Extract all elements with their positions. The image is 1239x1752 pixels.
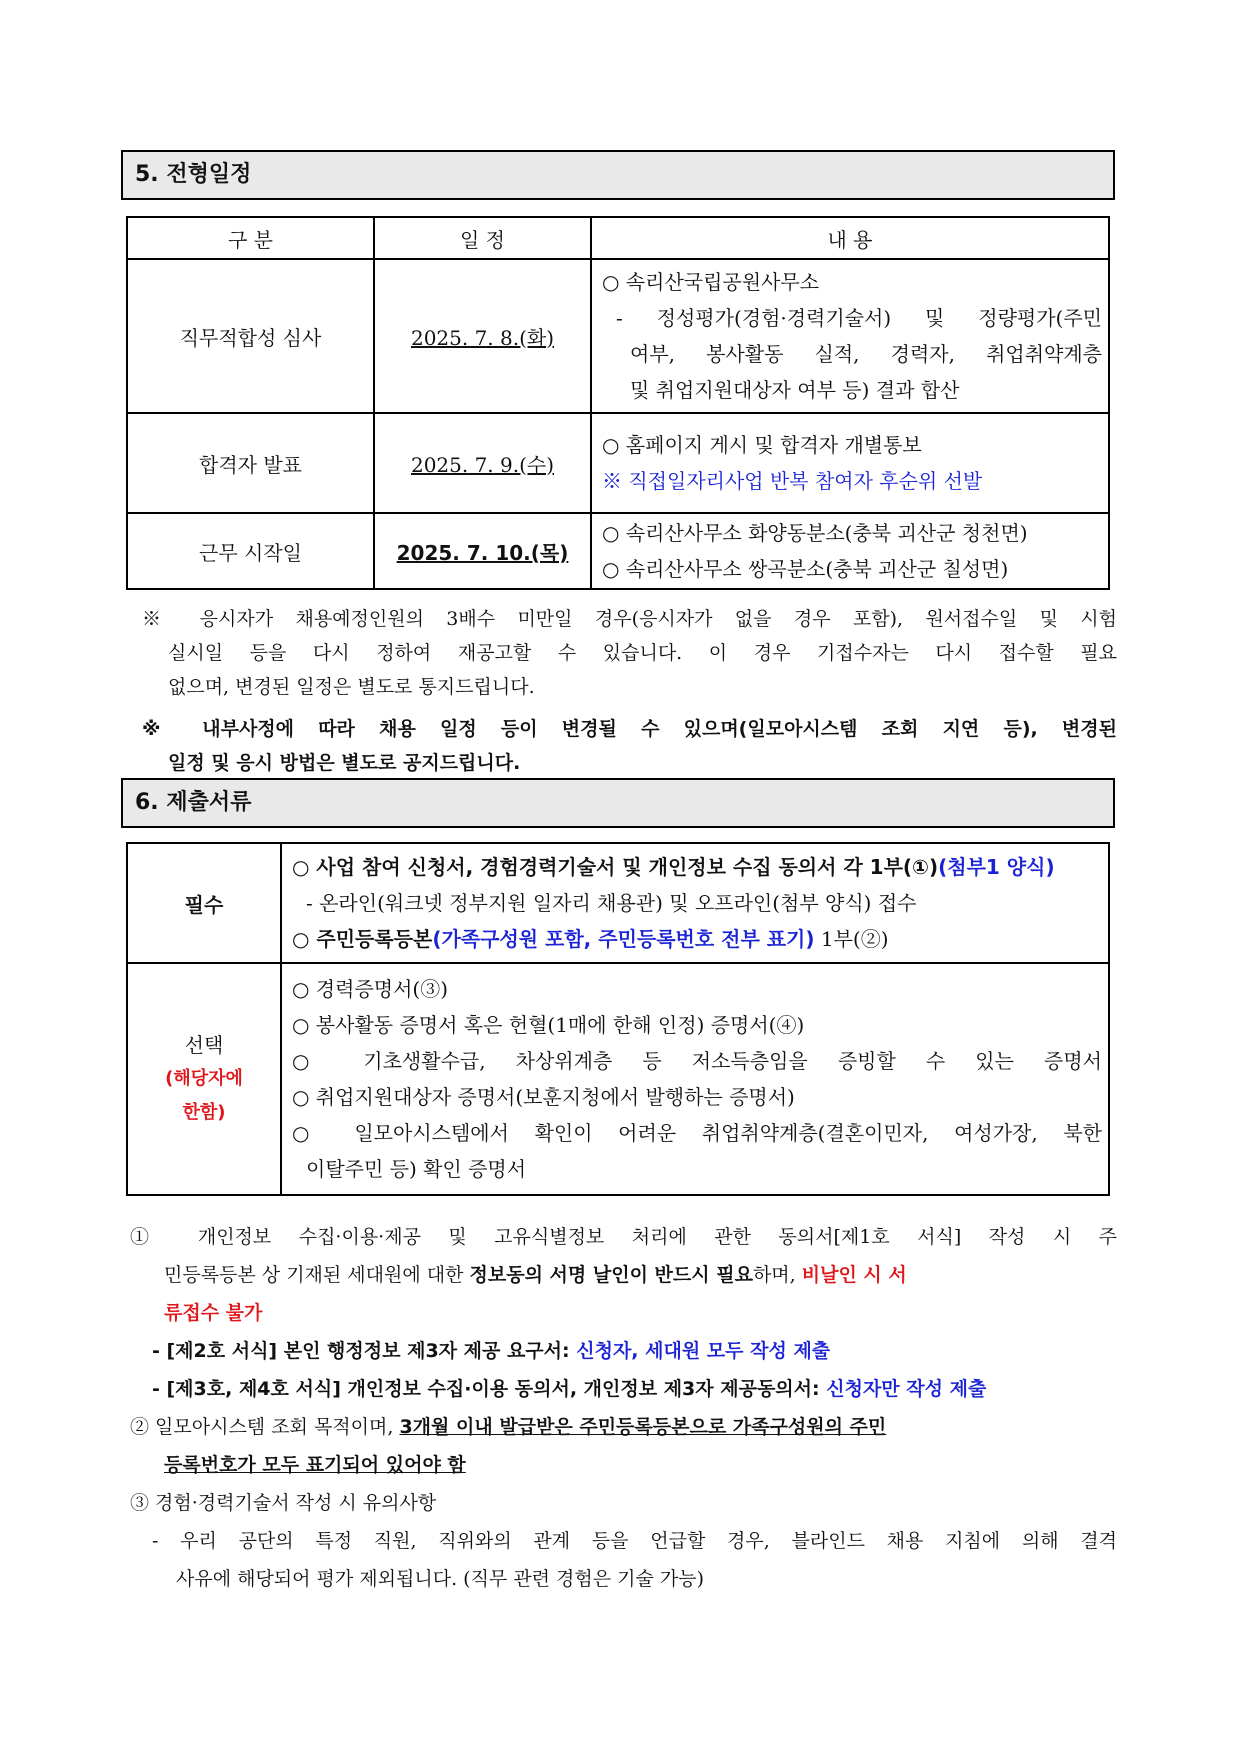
optional-row bbox=[127, 963, 1109, 1195]
content-line: 및 취업지원대상자 여부 등) 결과 합산 bbox=[630, 378, 960, 402]
resident-register-label: ○ 주민등록등본 bbox=[292, 927, 433, 951]
footnote-emphasis: 정보동의 서명 날인이 반드시 필요 bbox=[469, 1264, 753, 1286]
schedule-header-row bbox=[127, 217, 1109, 259]
footnote-2-line bbox=[130, 1408, 1117, 1446]
content-line: ○ 홈페이지 게시 및 합격자 개별통보 bbox=[602, 433, 922, 457]
content-line: ○ 속리산사무소 쌍곡분소(충북 괴산군 칠성면) bbox=[602, 557, 1009, 581]
section-6-title: 6. 제출서류 bbox=[121, 778, 1115, 828]
documents-table bbox=[126, 842, 1110, 1196]
required-label: 필수 bbox=[127, 843, 281, 963]
optional-line: ○ 봉사활동 증명서 혹은 헌혈(1매에 한해 인정) 증명서(④) bbox=[292, 1013, 805, 1037]
row-category: 합격자 발표 bbox=[127, 413, 374, 513]
required-content bbox=[281, 843, 1109, 963]
footnote-blue: 신청자만 작성 제출 bbox=[826, 1378, 987, 1400]
row-date: 2025. 7. 8.(화) bbox=[374, 259, 591, 413]
schedule-table bbox=[126, 216, 1110, 590]
note-line: 없으며, 변경된 일정은 별도로 통지드립니다. bbox=[168, 676, 535, 698]
schedule-row bbox=[127, 259, 1109, 413]
row-content bbox=[591, 259, 1109, 413]
header-date: 일 정 bbox=[374, 217, 591, 259]
optional-line: ○ 취업지원대상자 증명서(보훈지청에서 발행하는 증명서) bbox=[292, 1085, 795, 1109]
note-line: 일정 및 응시 방법은 별도로 공지드립니다. bbox=[168, 752, 521, 774]
optional-sublabel-1: (해당자에 bbox=[165, 1068, 243, 1089]
attachment-form-note: (첨부1 양식) bbox=[938, 855, 1055, 879]
footnote-text: 하며, bbox=[752, 1264, 802, 1286]
note-line: ※ 응시자가 채용예정인원의 3배수 미만일 경우(응시자가 없을 경우 포함), 원서접수일 및 시험 bbox=[142, 608, 1117, 630]
header-category: 구 분 bbox=[127, 217, 374, 259]
footnote-form34 bbox=[130, 1370, 1117, 1408]
required-row bbox=[127, 843, 1109, 963]
schedule-row bbox=[127, 513, 1109, 589]
footnote-1-line bbox=[130, 1256, 1117, 1294]
schedule-note-1 bbox=[142, 602, 1117, 704]
footnote-warning: 류접수 불가 bbox=[164, 1302, 263, 1324]
footnote-emphasis: 3개월 이내 발급받은 주민등록등본으로 가족구성원의 주민 bbox=[399, 1416, 887, 1438]
footnote-2-line: 등록번호가 모두 표기되어 있어야 함 bbox=[164, 1454, 466, 1476]
optional-line: ○ 일모아시스템에서 확인이 어려운 취업취약계층(결혼이민자, 여성가장, 북한 bbox=[292, 1121, 1102, 1145]
content-line: ※ 직접일자리사업 반복 참여자 후순위 선발 bbox=[602, 469, 983, 493]
optional-label: 선택 bbox=[184, 1033, 224, 1057]
content-line: ○ 속리산사무소 화양동분소(충북 괴산군 청천면) bbox=[602, 521, 1028, 545]
footnotes bbox=[130, 1218, 1117, 1598]
optional-line: ○ 경력증명서(③) bbox=[292, 977, 449, 1001]
optional-content bbox=[281, 963, 1109, 1195]
footnote-text: - [제2호 서식] 본인 행정정보 제3자 제공 요구서: bbox=[152, 1340, 577, 1362]
resident-register-note: (가족구성원 포함, 주민등록번호 전부 표기) bbox=[432, 927, 815, 951]
section-5-title: 5. 전형일정 bbox=[121, 150, 1115, 200]
row-category: 근무 시작일 bbox=[127, 513, 374, 589]
footnote-text: - [제3호, 제4호 서식] 개인정보 수집·이용 동의서, 개인정보 제3자 제공동의서: bbox=[152, 1378, 827, 1400]
footnote-text: 민등록등본 상 기재된 세대원에 대한 bbox=[164, 1264, 470, 1286]
footnote-blue: 신청자, 세대원 모두 작성 제출 bbox=[576, 1340, 831, 1362]
required-line bbox=[292, 849, 1102, 885]
row-date: 2025. 7. 10.(목) bbox=[374, 513, 591, 589]
optional-line: 이탈주민 등) 확인 증명서 bbox=[306, 1157, 527, 1181]
optional-label-cell bbox=[127, 963, 281, 1195]
content-line: ○ 속리산국립공원사무소 bbox=[602, 270, 820, 294]
footnote-3-line: - 우리 공단의 특정 직원, 직위와의 관계 등을 언급할 경우, 블라인드 채용 지침에 의해 결격 bbox=[152, 1530, 1117, 1552]
optional-sublabel-2: 한함) bbox=[182, 1102, 226, 1123]
content-line: 여부, 봉사활동 실적, 경력자, 취업취약계층 bbox=[630, 342, 1102, 366]
schedule-row bbox=[127, 413, 1109, 513]
optional-line: ○ 기초생활수급, 차상위계층 등 저소득층임을 증빙할 수 있는 증명서 bbox=[292, 1049, 1102, 1073]
footnote-1-line: ① 개인정보 수집·이용·제공 및 고유식별정보 처리에 관한 동의서[제1호 서식] 작성 시 주 bbox=[130, 1226, 1117, 1248]
footnote-3-line: 사유에 해당되어 평가 제외됩니다. (직무 관련 경험은 기술 가능) bbox=[176, 1568, 705, 1590]
resident-register-count: 1부(②) bbox=[814, 927, 889, 951]
note-line: ※ 내부사정에 따라 채용 일정 등이 변경될 수 있으며(일모아시스템 조회 지연 등), 변경된 bbox=[142, 718, 1117, 740]
note-line: 실시일 등을 다시 정하여 재공고할 수 있습니다. 이 경우 기접수자는 다시 접수할 필요 bbox=[168, 642, 1117, 664]
footnote-3-line: ③ 경험·경력기술서 작성 시 유의사항 bbox=[130, 1492, 437, 1514]
row-date: 2025. 7. 9.(수) bbox=[374, 413, 591, 513]
footnote-warning: 비날인 시 서 bbox=[801, 1264, 907, 1286]
required-line-1-text: ○ 사업 참여 신청서, 경험경력기술서 및 개인정보 수집 동의서 각 1부(①) bbox=[292, 855, 939, 879]
footnote-text: ② 일모아시스템 조회 목적이며, bbox=[130, 1416, 400, 1438]
schedule-note-2 bbox=[142, 712, 1117, 780]
row-content bbox=[591, 513, 1109, 589]
footnote-form2 bbox=[130, 1332, 1117, 1370]
required-line bbox=[292, 921, 1102, 957]
content-line: - 정성평가(경험·경력기술서) 및 정량평가(주민 bbox=[616, 306, 1102, 330]
header-content: 내 용 bbox=[591, 217, 1109, 259]
row-content bbox=[591, 413, 1109, 513]
required-line: - 온라인(워크넷 정부지원 일자리 채용관) 및 오프라인(첨부 양식) 접수 bbox=[306, 891, 917, 915]
row-category: 직무적합성 심사 bbox=[127, 259, 374, 413]
